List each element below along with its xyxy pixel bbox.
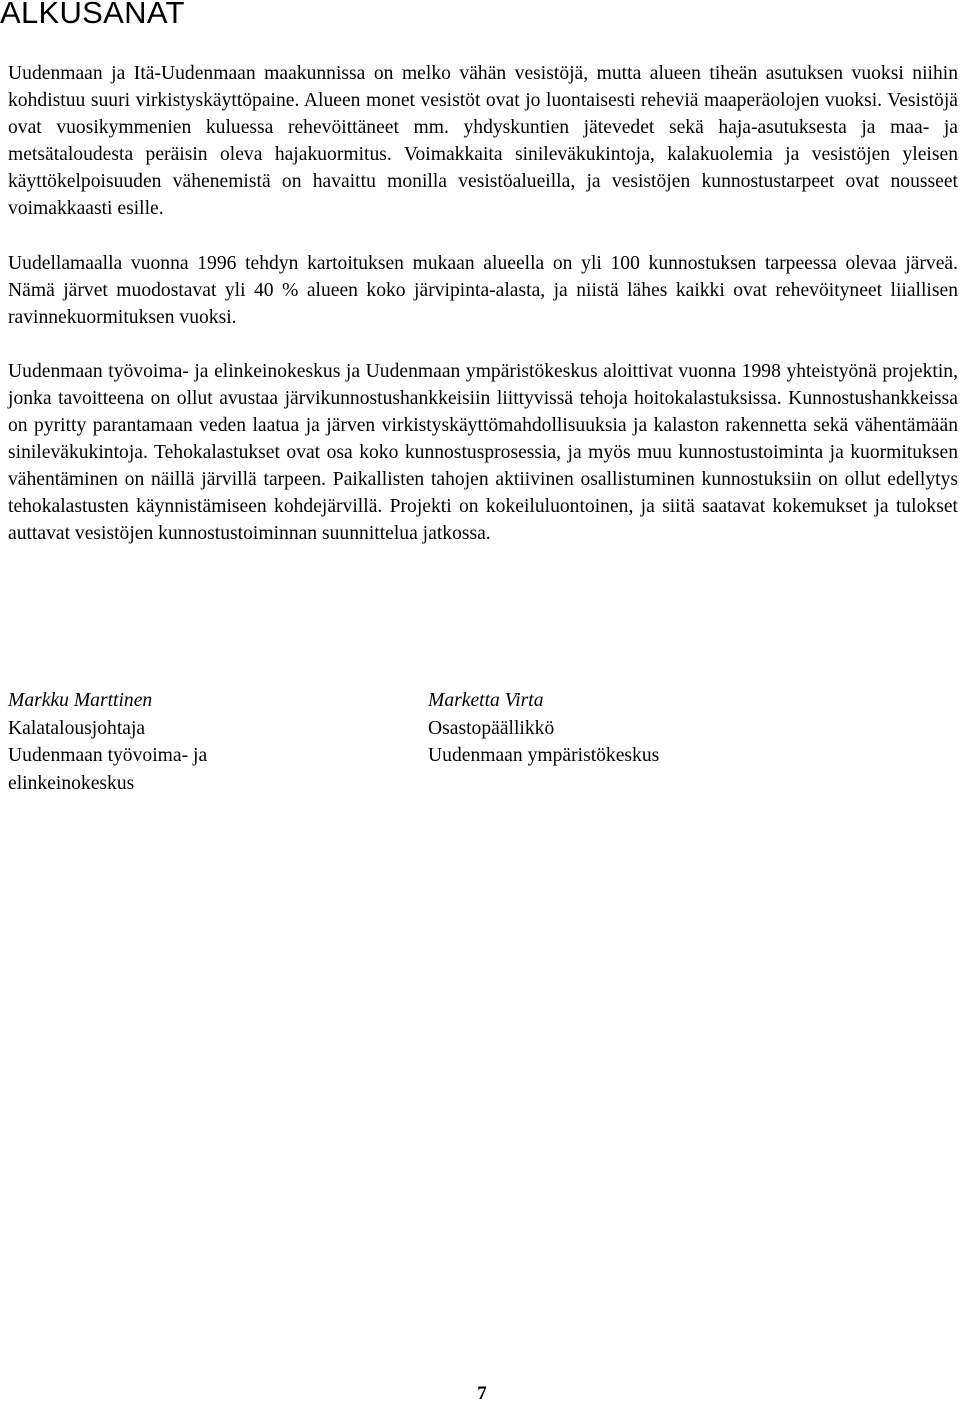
paragraph-1: Uudenmaan ja Itä-Uudenmaan maakunnissa on melko vähän vesistöjä, mutta alueen tiheän asutuksen vuoksi niihin kohdistuu suuri virkistyskäyttöpaine. Alueen monet vesistöt ovat jo luontaisesti reheviä maaperäolojen vuoksi. Vesistöjä ovat vuosikymmenien kuluessa rehevöittäneet mm. yhdyskuntien jätevedet sekä haja-asutuksesta ja maa- ja metsätaloudesta peräisin oleva hajakuormitus. Voimakkaita sinileväkukintoja, kalakuolemia ja vesistöjen yleisen käyttökelpoisuuden vähenemistä on havaittu monilla vesistöalueilla, ja vesistöjen kunnostustarpeet ovat nousseet voimakkaasti esille. [8, 63, 958, 219]
signature-block-left [8, 687, 328, 797]
signatory-title: Kalatalousjohtaja [8, 717, 146, 739]
signatory-organization-continued: elinkeinokeskus [8, 772, 135, 794]
signatory-organization: Uudenmaan ympäristökeskus [428, 745, 660, 766]
signature-block-right [428, 687, 828, 770]
signatory-name: Marketta Virta [428, 690, 544, 711]
signatory-name: Markku Marttinen [8, 690, 153, 711]
page-title: ALKUSANAT [0, 0, 185, 30]
page-number: 7 [477, 1383, 487, 1404]
signatory-organization: Uudenmaan työvoima- ja [8, 745, 208, 766]
signatory-title: Osastopäällikkö [428, 717, 555, 739]
paragraph-2: Uudellamaalla vuonna 1996 tehdyn kartoituksen mukaan alueella on yli 100 kunnostuksen tarpeessa olevaa järveä. Nämä järvet muodostavat yli 40 % alueen koko järvipinta-alasta, ja niistä lähes kaikki ovat rehevöityneet liiallisen ravinnekuormituksen vuoksi. [8, 253, 958, 328]
paragraph-3: Uudenmaan työvoima- ja elinkeinokeskus ja Uudenmaan ympäristökeskus aloittivat vuonna 1998 yhteistyönä projektin, jonka tavoitteena on ollut avustaa järvikunnostushankkeisiin liittyvissä tehoja hoitokalastuksissa. Kunnostushankkeissa on pyritty parantamaan veden laatua ja järven virkistyskäyttömahdollisuuksia ja kalaston rakennetta sekä vähentämään sinileväkukintoja. Tehokalastukset ovat osa koko kunnostusprosessia, ja myös muu kunnostustoiminta ja kuormituksen vähentäminen on näillä järvillä tarpeen. Paikallisten tahojen aktiivinen osallistuminen kunnostuksiin on ollut edellytys tehokalastusten käynnistämiseen kohdejärvillä. Projekti on kokeiluluontoinen, ja siitä saatavat kokemukset ja tulokset auttavat vesistöjen kunnostustoiminnan suunnittelua jatkossa. [8, 361, 958, 544]
